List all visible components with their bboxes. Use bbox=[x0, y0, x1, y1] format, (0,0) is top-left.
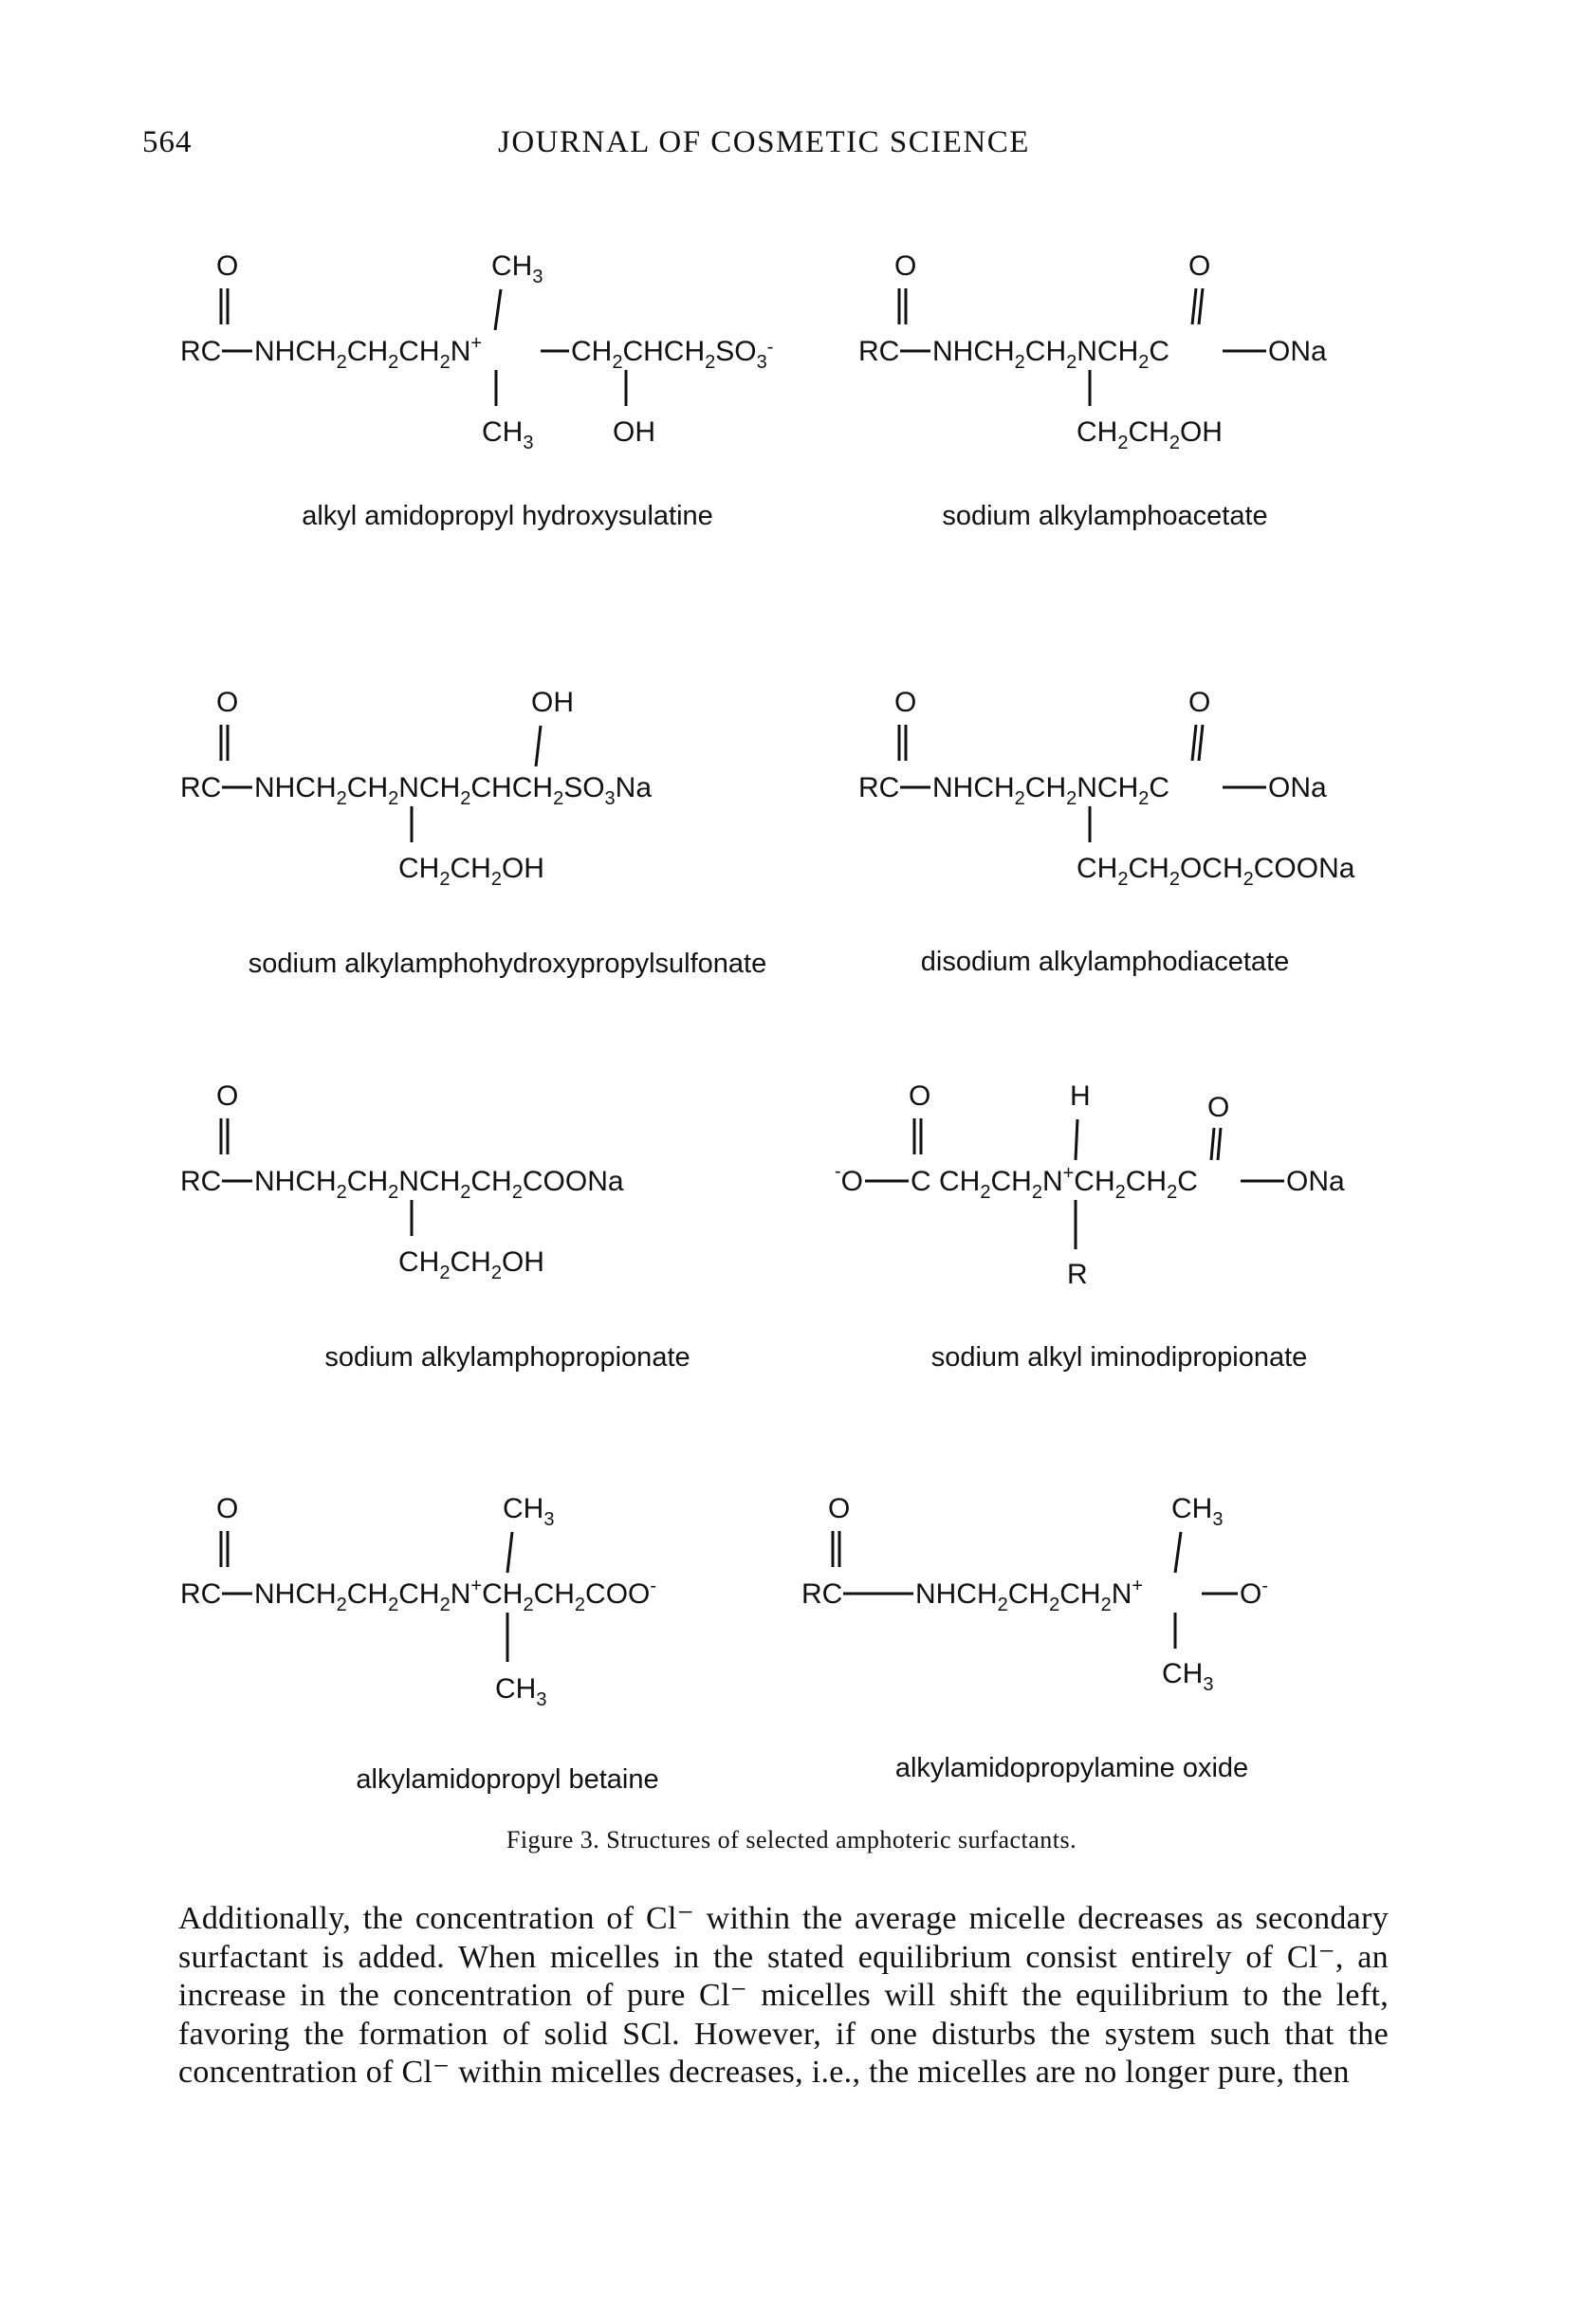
figure-3 bbox=[0, 209, 1583, 1878]
figure-label: Figure 3. bbox=[506, 1826, 600, 1854]
svg-text:OH: OH bbox=[531, 687, 574, 718]
svg-text:CH2CH2OH: $CH_2CH_2OH$ bbox=[1077, 416, 1223, 453]
compound-name: sodium alkylamphoacetate bbox=[942, 501, 1268, 531]
svg-text:NHCH2CH2CH2N+: $NHCH_2CH_2CH_2N^+$ bbox=[254, 333, 483, 373]
svg-text:ONa: ONa bbox=[1268, 772, 1327, 803]
svg-text:ONa: ONa bbox=[1268, 336, 1327, 367]
svg-text:CH3: $CH_3$ bbox=[482, 416, 534, 453]
svg-text:ONa: ONa bbox=[1286, 1166, 1345, 1197]
svg-text:O: O bbox=[1188, 687, 1211, 718]
svg-text:NHCH2CH2NCH2CHCH2SO3Na: $NHCH_2CH_2NCH_2CHCH_2SO_3Na$ bbox=[254, 772, 653, 809]
svg-text:RC: RC bbox=[180, 1578, 222, 1610]
structure-amphoacetate-drawing bbox=[858, 237, 1352, 455]
svg-text:-O: -O bbox=[835, 1161, 864, 1197]
svg-text:NHCH2CH2NCH2CH2COONa: $NHCH_2CH_2NCH_2CH_2COONa$ bbox=[254, 1166, 624, 1203]
svg-text:O-: O- bbox=[1240, 1576, 1269, 1610]
svg-text:CH3: $CH_3$ bbox=[1162, 1658, 1214, 1695]
svg-text:CH3: $CH_3$ bbox=[1171, 1493, 1224, 1530]
structure-amphoacetate bbox=[858, 237, 1352, 460]
structure-betaine bbox=[180, 1480, 835, 1712]
structure-amphodiacetate-drawing bbox=[858, 673, 1390, 892]
svg-text:O: O bbox=[894, 687, 917, 718]
structure-hydroxysultaine bbox=[180, 237, 835, 460]
svg-text:RC: RC bbox=[180, 336, 222, 367]
compound-name: alkylamidopropylamine oxide bbox=[894, 1753, 1249, 1783]
svg-text:R: R bbox=[1067, 1259, 1088, 1285]
svg-text:C CH2CH2N+CH2CH2C: C $CH_2CH_2N^+CH_2CH_2C$ bbox=[911, 1163, 1198, 1203]
svg-text:NHCH2CH2CH2N+: $NHCH_2CH_2CH_2N^+$ bbox=[915, 1576, 1144, 1615]
structure-hydroxysultaine-drawing bbox=[180, 237, 835, 455]
svg-text:O: O bbox=[216, 1080, 239, 1112]
svg-text:NHCH2CH2NCH2C: $NHCH_2CH_2NCH_2C$ bbox=[932, 336, 1170, 373]
structure-amphohydroxypropylsulfonate bbox=[180, 673, 835, 896]
svg-text:RC: RC bbox=[858, 772, 900, 803]
structure-iminodipropionate bbox=[835, 1067, 1404, 1290]
svg-text:CH3: $CH_3$ bbox=[491, 250, 543, 287]
caption-text: Structures of selected amphoteric surfactants. bbox=[606, 1826, 1077, 1854]
svg-text:O: O bbox=[1188, 250, 1211, 282]
svg-text:CH2CHCH2SO3-: $CH_2CHCH_2SO_3^-$ bbox=[571, 336, 774, 373]
structure-amine-oxide-drawing bbox=[801, 1480, 1390, 1707]
body-paragraph: Additionally, the concentration of Cl⁻ within the average micelle decreases as secondary surfactant is added. When micelles in the stated equilibrium consist entirely of Cl⁻, an increase in the concentration of pure Cl⁻ micelles will shift the equilibrium to the left, favoring the formation of solid SCl. However, if one disturbs the system such that the concentration of Cl⁻ within micelles decreases, i.e., the micelles are no longer pure, then bbox=[178, 1901, 1389, 2090]
compound-name: sodium alkyl iminodipropionate bbox=[930, 1342, 1308, 1373]
svg-text:CH3: $CH_3$ bbox=[495, 1673, 547, 1707]
svg-text:H: H bbox=[1070, 1080, 1091, 1112]
structure-amphodiacetate bbox=[858, 673, 1390, 896]
svg-text:O: O bbox=[909, 1080, 931, 1112]
svg-text:O: O bbox=[216, 687, 239, 718]
structure-amine-oxide bbox=[801, 1480, 1390, 1712]
svg-text:O: O bbox=[216, 1493, 239, 1524]
figure-caption bbox=[0, 1826, 1583, 1854]
compound-name: alkylamidopropyl betaine bbox=[356, 1764, 659, 1795]
svg-text:RC: RC bbox=[858, 336, 900, 367]
compound-name: sodium alkylamphohydroxypropylsulfonate bbox=[248, 949, 767, 979]
structure-iminodipropionate-drawing bbox=[835, 1067, 1404, 1285]
svg-text:RC: RC bbox=[801, 1578, 843, 1610]
structure-amphopropionate-drawing bbox=[180, 1067, 835, 1285]
svg-text:RC: RC bbox=[180, 1166, 222, 1197]
svg-text:NHCH2CH2NCH2C: $NHCH_2CH_2NCH_2C$ bbox=[932, 772, 1170, 809]
svg-text:O: O bbox=[1207, 1092, 1230, 1123]
svg-text:CH2CH2OCH2COONa: $CH_2CH_2OCH_2COONa$ bbox=[1077, 853, 1355, 890]
structure-amphopropionate bbox=[180, 1067, 835, 1290]
svg-text:CH3: $CH_3$ bbox=[503, 1493, 555, 1530]
page-number: 564 bbox=[142, 125, 193, 159]
compound-name: alkyl amidopropyl hydroxysulatine bbox=[302, 501, 713, 531]
svg-text:O: O bbox=[216, 250, 239, 282]
svg-text:OH: OH bbox=[613, 416, 655, 448]
structure-amphohydroxypropylsulfonate-drawing bbox=[180, 673, 835, 892]
svg-text:NHCH2CH2CH2N+CH2CH2COO-: $NHCH_2CH_2CH_2N^+CH_2CH_2COO^-$ bbox=[254, 1576, 657, 1615]
journal-title: JOURNAL OF COSMETIC SCIENCE bbox=[498, 125, 1030, 159]
svg-text:O: O bbox=[828, 1493, 851, 1524]
svg-text:RC: RC bbox=[180, 772, 222, 803]
structure-betaine-drawing bbox=[180, 1480, 835, 1707]
compound-name: disodium alkylamphodiacetate bbox=[920, 947, 1290, 977]
compound-name: sodium alkylamphopropionate bbox=[324, 1342, 690, 1373]
running-header bbox=[0, 125, 1583, 182]
svg-text:CH2CH2OH: $CH_2CH_2OH$ bbox=[398, 853, 544, 890]
svg-text:O: O bbox=[894, 250, 917, 282]
svg-text:CH2CH2OH: $CH_2CH_2OH$ bbox=[398, 1246, 544, 1283]
